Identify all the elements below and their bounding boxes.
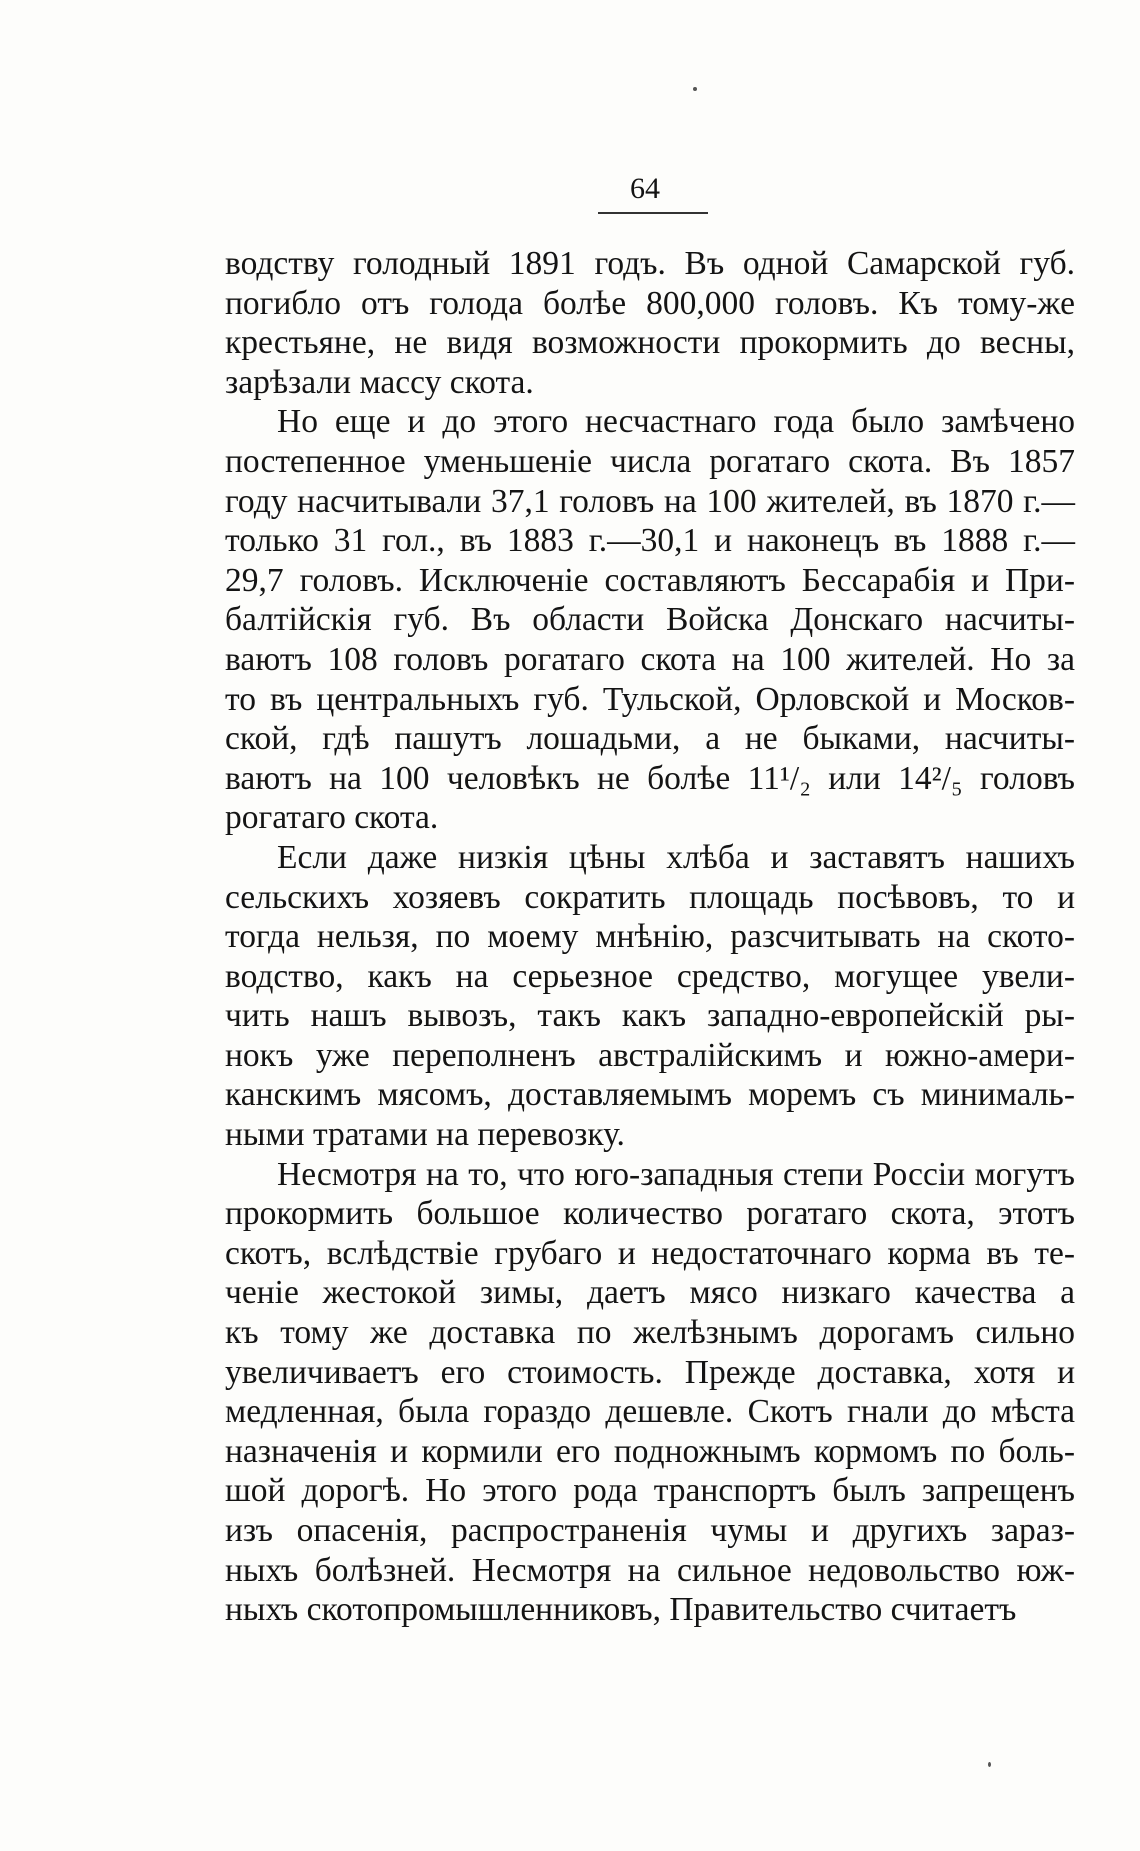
text-line: постепенное уменьшеніе числа рогатаго скота. Въ 1857: [225, 442, 1075, 480]
text-line: тогда нельзя, по моему мнѣнію, разсчитывать на ското-: [225, 918, 1075, 956]
text-line: то въ центральныхъ губ. Тульской, Орловской и Москов-: [225, 680, 1075, 718]
text-line: рогатаго скота.: [225, 799, 439, 837]
text-line: назначенія и кормили его подножнымъ кормомъ по боль-: [225, 1432, 1075, 1470]
page-number-rule: [598, 212, 708, 214]
text-line: шой дорогѣ. Но этого рода транспортъ былъ запрещенъ: [225, 1472, 1075, 1510]
text-line: ской, гдѣ пашутъ лошадьми, а не быками, насчиты-: [225, 720, 1075, 758]
text-line: медленная, была гораздо дешевле. Скотъ гнали до мѣста: [225, 1393, 1075, 1431]
text-line: крестьяне, не видя возможности прокормить до весны,: [225, 324, 1075, 362]
text-line: Несмотря на то, что юго-западныя степи Россіи могутъ: [277, 1155, 1075, 1193]
print-speck: [693, 87, 697, 91]
text-line: ваютъ на 100 человѣкъ не болѣе 11¹/₂ или 14²/₅ головъ: [225, 759, 1075, 797]
text-line: сельскихъ хозяевъ сократить площадь посѣвовъ, то и: [225, 878, 1075, 916]
text-line: водство, какъ на серьезное средство, могущее увели-: [225, 957, 1075, 995]
text-line: изъ опасенія, распространенія чумы и другихъ зараз-: [225, 1512, 1075, 1549]
text-line: чить нашъ вывозъ, такъ какъ западно-европейскій ры-: [225, 997, 1075, 1035]
text-line: погибло отъ голода болѣе 800,000 головъ. Къ тому-же: [225, 284, 1075, 322]
text-line: канскимъ мясомъ, доставляемымъ моремъ съ минималь-: [225, 1076, 1075, 1114]
text-line: ченіе жестокой зимы, даетъ мясо низкаго качества а: [225, 1274, 1075, 1312]
page-number: 64: [630, 172, 660, 205]
text-line: балтійскія губ. Въ области Войска Донскаго насчиты-: [225, 601, 1075, 639]
body-text: [225, 244, 1075, 1630]
paragraph: [225, 244, 1075, 402]
text-line: прокормить большое количество рогатаго скота, этотъ: [225, 1195, 1075, 1233]
text-line: ныхъ болѣзней. Несмотря на сильное недовольство юж-: [225, 1551, 1075, 1589]
text-line: Если даже низкія цѣны хлѣба и заставятъ нашихъ: [277, 838, 1075, 876]
text-line: только 31 гол., въ 1883 г.—30,1 и наконецъ въ 1888 г.—: [225, 522, 1075, 560]
text-line: ными тратами на перевозку.: [225, 1116, 625, 1154]
text-line: Но еще и до этого несчастнаго года было замѣчено: [277, 403, 1075, 441]
paragraph: [225, 838, 1075, 1155]
text-line: году насчитывали 37,1 головъ на 100 жителей, въ 1870 г.—: [225, 482, 1075, 520]
text-line: нокъ уже переполненъ австралійскимъ и южно-амери-: [225, 1036, 1075, 1074]
paragraph: [225, 402, 1075, 838]
text-line: ваютъ 108 головъ рогатаго скота на 100 жителей. Но за: [225, 640, 1075, 678]
text-line: скотъ, вслѣдствіе грубаго и недостаточнаго корма въ те-: [225, 1234, 1075, 1272]
text-line: 29,7 головъ. Исключеніе составляютъ Бессарабія и При-: [225, 561, 1075, 599]
text-line: увеличиваетъ его стоимость. Прежде доставка, хотя и: [225, 1353, 1075, 1391]
print-speck: [988, 1762, 991, 1767]
paragraph: [225, 1155, 1075, 1630]
text-line: водству голодный 1891 годъ. Въ одной Самарской губ.: [225, 245, 1075, 282]
text-line: къ тому же доставка по желѣзнымъ дорогамъ сильно: [225, 1314, 1075, 1352]
text-line: зарѣзали массу скота.: [225, 363, 534, 401]
text-line: ныхъ скотопромышленниковъ, Правительство считаетъ: [225, 1591, 1017, 1629]
